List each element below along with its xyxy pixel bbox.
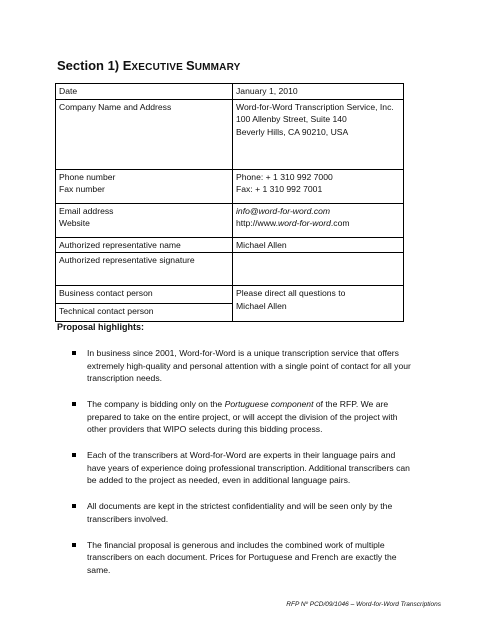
bullet-icon (72, 351, 76, 355)
page-footer: RFP Nº PCD/09/1046 – Word-for-Word Transcriptions (286, 601, 441, 608)
phone-fax-values (233, 169, 404, 203)
rep-signature-label: Authorized representative signature (56, 253, 233, 286)
company-value (233, 99, 404, 169)
list-item: Each of the transcribers at Word-for-Word are experts in their language pairs and have years of experience doing professional transcription. Additional transcribers can be added to the project as needed, even in additional language pairs. (72, 449, 412, 487)
date-label: Date (56, 84, 233, 100)
technical-contact-label: Technical contact person (56, 304, 233, 322)
rep-name-value: Michael Allen (233, 237, 404, 253)
phone-fax-labels (56, 169, 233, 203)
rep-name-label: Authorized representative name (56, 237, 233, 253)
email-website-values (233, 203, 404, 237)
contact-value (233, 286, 404, 322)
highlights-title: Proposal highlights: (57, 322, 144, 332)
list-item: The company is bidding only on the Portuguese component of the RFP. We are prepared to take on the entire project, or will accept the division of the project with other providers that WIPO selects during this bidding process. (72, 398, 412, 436)
fax-label: Fax number (59, 184, 105, 194)
list-item: The financial proposal is generous and includes the combined work of multiple transcribers on each document. Prices for Portuguese and French are exactly the same. (72, 539, 412, 577)
table-row (56, 286, 404, 304)
company-street: 100 Allenby Street, Suite 140 (236, 114, 347, 124)
contact-line-1: Please direct all questions to (236, 288, 346, 298)
executive-summary-table (55, 83, 404, 322)
list-item: In business since 2001, Word-for-Word is a unique transcription service that offers extremely high-quality and personal attention with a single point of contact for all your transcription needs. (72, 347, 412, 385)
list-item: All documents are kept in the strictest confidentiality and will be seen only by the transcribers involved. (72, 500, 412, 525)
bullet-icon (72, 504, 76, 508)
section-title (57, 58, 241, 73)
email-website-labels (56, 203, 233, 237)
table-row (56, 99, 404, 169)
table-row (56, 84, 404, 100)
table-row (56, 203, 404, 237)
section-heading: EXECUTIVE SUMMARY (122, 58, 241, 73)
fax-value: Fax: + 1 310 992 7001 (236, 184, 323, 194)
business-contact-label: Business contact person (56, 286, 233, 304)
company-city: Beverly Hills, CA 90210, USA (236, 126, 349, 137)
bullet-icon (72, 543, 76, 547)
phone-label: Phone number (59, 171, 116, 182)
bullet-icon (72, 453, 76, 457)
website-link[interactable]: http://www.word-for-word.com (236, 218, 350, 228)
email-label: Email address (59, 205, 114, 216)
website-label: Website (59, 218, 90, 228)
highlights-list (72, 347, 412, 590)
phone-value: Phone: + 1 310 992 7000 (236, 171, 333, 182)
table-row (56, 169, 404, 203)
section-number: Section 1) (57, 58, 120, 73)
table-row (56, 237, 404, 253)
table-row (56, 253, 404, 286)
company-label: Company Name and Address (56, 99, 233, 169)
company-name: Word-for-Word Transcription Service, Inc. (236, 101, 394, 112)
rep-signature-value (233, 253, 404, 286)
email-link[interactable]: info@word-for-word.com (236, 205, 331, 216)
bullet-icon (72, 402, 76, 406)
contact-line-2: Michael Allen (236, 300, 287, 311)
date-value: January 1, 2010 (233, 84, 404, 100)
